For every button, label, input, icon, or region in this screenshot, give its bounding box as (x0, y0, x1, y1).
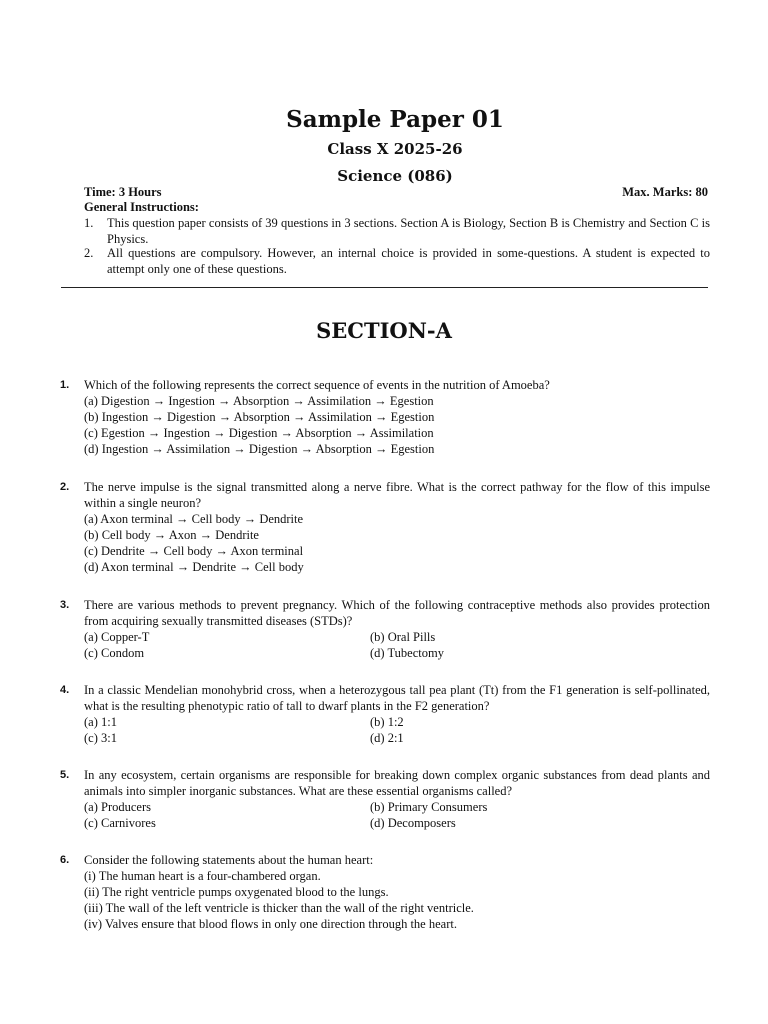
question-text: In a classic Mendelian monohybrid cross, when a heterozygous tall pea plant (Tt) from the F1 generation is self-pollinated, what is the resulting phenotypic ratio of tall to dwarf plants in the F2 generation? (84, 683, 710, 713)
option: (d) Decomposers (370, 816, 456, 830)
question-number: 5. (60, 769, 70, 781)
max-marks-label: Max. Marks: 80 (622, 185, 708, 199)
option: (a) Producers (84, 800, 151, 814)
subject-line: Science (086) (337, 167, 453, 185)
instruction-item (84, 246, 710, 277)
question-number: 1. (60, 379, 70, 391)
instruction-number: 1. (84, 216, 94, 230)
statement: (iv) Valves ensure that blood flows in only one direction through the heart. (84, 917, 457, 931)
question-2 (60, 479, 710, 575)
option: (c) Carnivores (84, 816, 156, 830)
option: (b) Oral Pills (370, 630, 436, 644)
question-text: Which of the following represents the correct sequence of events in the nutrition of Amoeba? (84, 378, 550, 392)
options-grid (84, 629, 710, 661)
option: (d) Ingestion → Assimilation → Digestion → Absorption → Egestion (84, 442, 435, 456)
paper-title: Sample Paper 01 (286, 106, 504, 133)
question-3 (60, 597, 710, 661)
option: (a) Digestion → Ingestion → Absorption → Assimilation → Egestion (84, 394, 434, 408)
question-6 (60, 852, 710, 932)
statement: (ii) The right ventricle pumps oxygenated blood to the lungs. (84, 885, 389, 899)
question-text: Consider the following statements about the human heart: (84, 853, 374, 867)
option: (d) Axon terminal → Dendrite → Cell body (84, 560, 304, 574)
option: (b) Cell body → Axon → Dendrite (84, 528, 259, 542)
header-divider (61, 287, 708, 288)
instruction-item (84, 216, 710, 247)
question-4 (60, 682, 710, 746)
class-line: Class X 2025-26 (327, 140, 463, 158)
option: (b) 1:2 (370, 715, 404, 729)
option: (b) Ingestion → Digestion → Absorption → Assimilation → Egestion (84, 410, 435, 424)
options-grid (84, 799, 710, 831)
statement: (i) The human heart is a four-chambered organ. (84, 869, 321, 883)
option: (c) Condom (84, 646, 145, 660)
option: (c) Dendrite → Cell body → Axon terminal (84, 544, 304, 558)
options-grid (84, 714, 710, 746)
question-text: In any ecosystem, certain organisms are responsible for breaking down complex organic substances from dead plants and animals into simpler inorganic substances. What are these essential organisms called? (84, 768, 710, 798)
time-label: Time: 3 Hours (84, 185, 162, 199)
instruction-text: This question paper consists of 39 questions in 3 sections. Section A is Biology, Section B is Chemistry and Section C is Physics. (107, 216, 710, 246)
option: (d) Tubectomy (370, 646, 444, 660)
question-text: The nerve impulse is the signal transmitted along a nerve fibre. What is the correct pathway for the flow of this impulse within a single neuron? (84, 480, 710, 510)
option: (d) 2:1 (370, 731, 404, 745)
question-1 (60, 377, 710, 457)
question-5 (60, 767, 710, 831)
question-text: There are various methods to prevent pregnancy. Which of the following contraceptive methods also provides protection from acquiring sexually transmitted diseases (STDs)? (84, 598, 710, 628)
question-number: 6. (60, 854, 70, 866)
option: (c) Egestion → Ingestion → Digestion → Absorption → Assimilation (84, 426, 434, 440)
option: (b) Primary Consumers (370, 800, 488, 814)
instruction-text: All questions are compulsory. However, an internal choice is provided in some-questions. A student is expected to attempt only one of these questions. (107, 246, 710, 276)
option: (a) Copper-T (84, 630, 150, 644)
option: (a) 1:1 (84, 715, 117, 729)
question-number: 3. (60, 599, 70, 611)
instruction-number: 2. (84, 246, 94, 260)
statement: (iii) The wall of the left ventricle is thicker than the wall of the right ventricle. (84, 901, 474, 915)
question-number: 4. (60, 684, 70, 696)
option: (a) Axon terminal → Cell body → Dendrite (84, 512, 304, 526)
instructions-heading: General Instructions: (84, 200, 199, 214)
question-number: 2. (60, 481, 70, 493)
section-title: SECTION-A (316, 318, 452, 343)
option: (c) 3:1 (84, 731, 117, 745)
